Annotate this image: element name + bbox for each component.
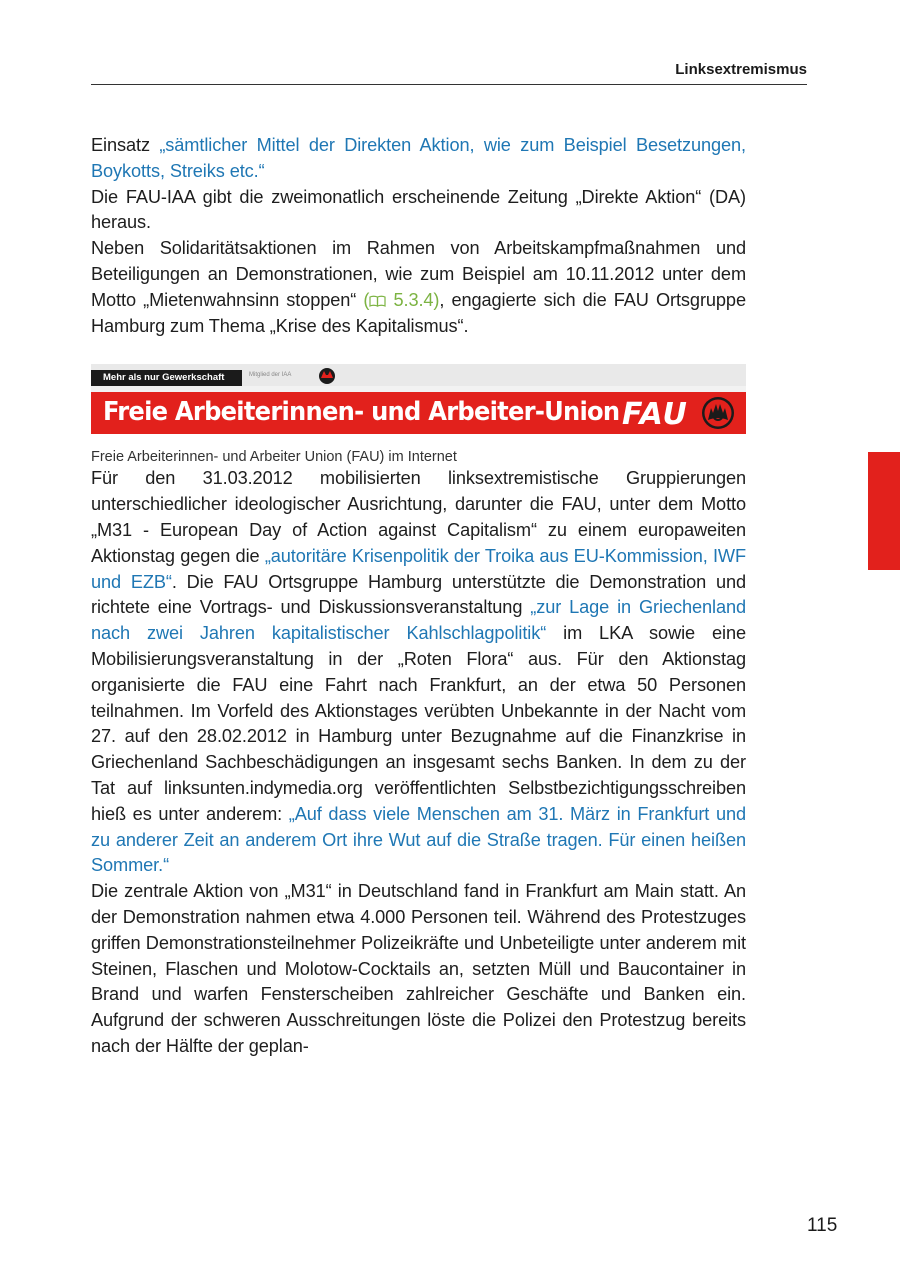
quote-text: „sämtlicher Mittel der Direkten Aktion, wie zum Beispiel Besetzungen, Boykotts, Streiks etc.“: [91, 135, 746, 181]
cross-reference[interactable]: [363, 290, 439, 310]
page-content: [91, 133, 746, 1060]
paragraph-3: [91, 236, 746, 339]
paragraph-1: [91, 133, 746, 185]
black-cat-icon: [701, 396, 735, 430]
paragraph-text: Neben Solidaritätsaktionen im Rahmen von Arbeitskampfmaßnahmen und Beteiligungen an Demonstrationen, wie zum Beispiel am 10.11.2012 unter dem Motto „Mietenwahnsinn stoppen“: [91, 238, 746, 310]
ref-label: 5.3.4): [386, 289, 440, 310]
running-head: Linksextremismus: [675, 61, 807, 78]
paragraph-text: im LKA sowie eine Mobilisierungsveranstaltung in der „Roten Flora“ aus. Für den Aktionstag organisierte die FAU eine Fahrt nach Frankfurt, an der etwa 50 Personen teilnahmen. Im Vorfeld des Aktionstages verübten Unbekannte in der Nacht vom 27. auf den 28.02.2012 in Hamburg unter Bezugnahme auf die Finanzkrise in Griechenland Sachbeschädigungen an insgesamt sechs Banken. In dem zu der Tat auf linksunten.indymedia.org veröffentlichten Selbstbezichtigungsschreiben hieß es unter anderem:: [91, 623, 746, 824]
banner-title: Freie Arbeiterinnen- und Arbeiter-Union: [103, 397, 620, 428]
chapter-side-tab: [868, 452, 900, 570]
paragraph-text: Einsatz: [91, 135, 160, 155]
ref-open: (: [363, 289, 370, 310]
paragraph-text: Für den 31.03.2012 mobilisierten linksextremistische Gruppierungen unterschiedlicher ideologischer Ausrichtung, darunter die FAU, unter dem Motto „M31 - European Day of Action against Capitalism“ zu einem europaweiten Aktionstag gegen die: [91, 468, 746, 566]
paragraph-2: Die FAU-IAA gibt die zweimonatlich erscheinende Zeitung „Direkte Aktion“ (DA) heraus.: [91, 186, 746, 233]
page-number: 115: [807, 1215, 838, 1236]
paragraph-text: , engagierte sich die FAU Ortsgruppe Hamburg zum Thema „Krise des Kapitalismus“.: [91, 289, 746, 336]
banner-tagline: Mehr als nur Gewerkschaft: [91, 370, 242, 386]
book-icon: [369, 295, 386, 307]
quote-text: „zur Lage in Griechenland nach zwei Jahren kapitalistischer Kahlschlagpolitik“: [91, 597, 746, 644]
banner-fau-logo: FAU: [622, 397, 688, 433]
paragraph-text: . Die FAU Ortsgruppe Hamburg unterstützte die Demonstration und richtete eine Vortrags- und Diskussionsveranstaltung: [91, 571, 746, 618]
banner-member-note: Mitglied der IAA: [249, 372, 292, 379]
quote-text: „autoritäre Krisenpolitik der Troika aus EU-Kommission, IWF und EZB“: [91, 545, 746, 592]
figure-caption: Freie Arbeiterinnen- und Arbeiter Union (FAU) im Internet: [91, 449, 457, 466]
paragraph-4: [91, 466, 746, 879]
paragraph-5: Die zentrale Aktion von „M31“ in Deutschland fand in Frankfurt am Main statt. An der Demonstration nahmen etwa 4.000 Personen teil. Während des Protestzuges griffen Demonstrationsteilnehmer Polizeikräfte und Unbeteiligte unter anderem mit Steinen, Flaschen und Molotow-Cocktails an, setzten Müll und Baucontainer in Brand und warfen Fensterscheiben zahlreicher Geschäfte und Banken ein. Aufgrund der schweren Ausschreitungen löste die Polizei den Protestzug bereits nach der Hälfte der geplan-: [91, 881, 746, 1056]
mini-cat-logo-icon: [315, 366, 339, 386]
quote-text: „Auf dass viele Menschen am 31. März in Frankfurt und zu anderer Zeit an anderem Ort ihre Wut auf die Straße tragen. Für einen heißen Sommer.“: [91, 803, 746, 876]
banner-red-bar: [91, 392, 746, 434]
fau-banner-image: [91, 364, 746, 434]
header-rule: [91, 84, 807, 85]
